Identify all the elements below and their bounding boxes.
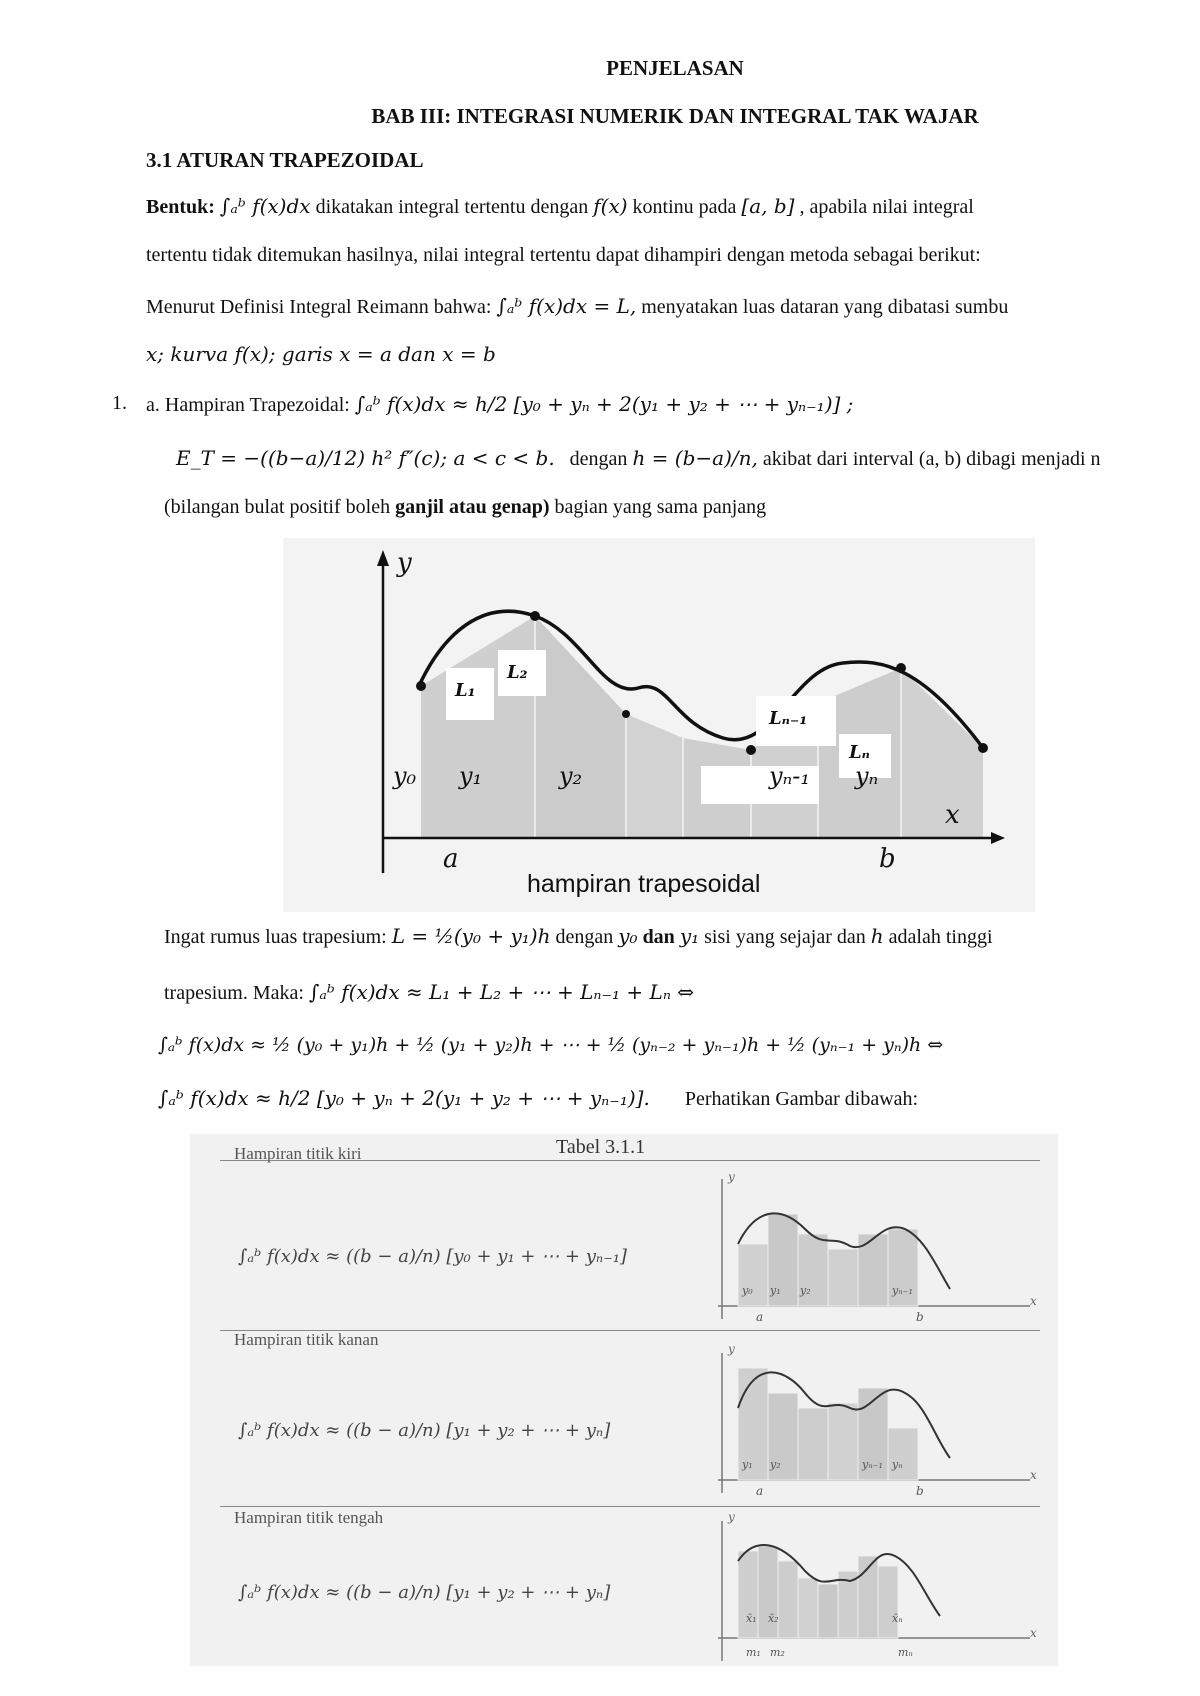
tick-label: y₁ — [770, 1284, 781, 1297]
tick-label: yₙ₋₁ — [892, 1284, 913, 1297]
tick-label: a — [756, 1484, 764, 1498]
tick-label: m₂ — [770, 1646, 785, 1659]
label-Ln: Lₙ — [849, 742, 870, 763]
text: trapesium. Maka: — [164, 982, 304, 1004]
intro-line-1 — [146, 194, 974, 219]
table-title: Tabel 3.1.1 — [556, 1136, 646, 1158]
axis-x: x — [1030, 1468, 1037, 1482]
h: h — [870, 924, 884, 948]
tick-label: mₙ — [898, 1646, 913, 1659]
tick-label: y₂ — [770, 1458, 781, 1471]
trapezium-formula: L = ½(y₀ + y₁)h — [391, 924, 551, 948]
item-number: 1. — [112, 392, 127, 414]
label-a: a — [443, 844, 459, 874]
bentuk-label: Bentuk: — [146, 196, 215, 218]
error-formula: E_T = −((b−a)/12) h² f″(c); a < c < b. — [176, 446, 555, 470]
label-Ln1: Lₙ₋₁ — [769, 708, 808, 729]
table-figure — [190, 1134, 1058, 1666]
tick-label: a — [756, 1310, 764, 1324]
tick-label: x̄ₙ — [892, 1612, 903, 1625]
text: dengan — [569, 448, 628, 470]
axis-x: x — [1030, 1626, 1037, 1640]
explain-line-1 — [164, 924, 993, 949]
explain-line-4 — [158, 1086, 918, 1111]
section-title: 3.1 ATURAN TRAPEZOIDAL — [146, 148, 424, 172]
label-L2: L₂ — [507, 662, 528, 683]
tick-label: yₙ — [892, 1458, 903, 1471]
axis-x: x — [1030, 1294, 1037, 1308]
trapezoid-diagram — [283, 538, 1035, 912]
h-definition: h = (b−a)/n, — [632, 446, 758, 470]
y1: y₁ — [679, 924, 700, 948]
text: adalah tinggi — [888, 926, 993, 948]
label-b: b — [879, 844, 896, 874]
row-formula: ∫ₐᵇ f(x)dx ≈ ((b − a)/n) [y₁ + y₂ + ⋯ + yₙ] — [238, 1420, 611, 1441]
x-axis-label: x — [945, 800, 960, 830]
tick-label: yₙ₋₁ — [862, 1458, 883, 1471]
tick-label: y₁ — [742, 1458, 753, 1471]
fx-expr: f(x) — [593, 194, 628, 218]
row-formula: ∫ₐᵇ f(x)dx ≈ ((b − a)/n) [y₀ + y₁ + ⋯ + yₙ₋₁] — [238, 1246, 627, 1267]
sum-formula: ∫ₐᵇ f(x)dx ≈ L₁ + L₂ + ⋯ + Lₙ₋₁ + Lₙ ⇔ — [308, 980, 695, 1004]
trapezoid-figure — [283, 538, 1035, 912]
mini-chart-right — [710, 1348, 1040, 1498]
row-name: Hampiran titik tengah — [234, 1508, 384, 1527]
mini-chart-middle — [710, 1516, 1040, 1666]
y-axis-label: y — [397, 548, 412, 578]
intro-line-4: x; kurva f(x); garis x = a dan x = b — [146, 342, 496, 366]
axis-y: y — [728, 1342, 735, 1356]
label-yn1: yₙ-₁ — [769, 762, 811, 790]
integral-expr: ∫ₐᵇ f(x)dx — [219, 194, 311, 218]
explain-line-3: ∫ₐᵇ f(x)dx ≈ ½ (y₀ + y₁)h + ½ (y₁ + y₂)h + ⋯ + ½ (yₙ₋₂ + yₙ₋₁)h + ½ (yₙ₋₁ + yₙ)h ⇔ — [158, 1034, 944, 1056]
text: dengan — [555, 926, 614, 948]
label-y2: y₂ — [559, 762, 583, 790]
text: dikatakan integral tertentu dengan — [315, 196, 589, 218]
tick-label: y₂ — [800, 1284, 811, 1297]
item1-line-2 — [176, 446, 1101, 471]
interval-expr: [a, b] — [741, 194, 795, 218]
mini-chart-left — [710, 1174, 1040, 1324]
tick-label: b — [916, 1310, 924, 1324]
tick-label: b — [916, 1484, 924, 1498]
text: a. Hampiran Trapezoidal: — [146, 394, 350, 416]
text: (bilangan bulat positif boleh — [164, 496, 391, 518]
intro-line-2: tertentu tidak ditemukan hasilnya, nilai integral tertentu dapat dihampiri dengan metoda sebagai berikut: — [146, 244, 981, 266]
text: Menurut Definisi Integral Reimann bahwa: — [146, 296, 492, 318]
text-bold: ganjil atau genap) — [395, 496, 550, 518]
figure-caption: hampiran trapesoidal — [527, 870, 761, 898]
final-formula: ∫ₐᵇ f(x)dx ≈ h/2 [y₀ + yₙ + 2(y₁ + y₂ + ⋯ + yₙ₋₁)]. — [158, 1086, 650, 1110]
axis-y: y — [728, 1170, 735, 1184]
tick-label: x̄₂ — [768, 1612, 779, 1625]
text: Perhatikan Gambar dibawah: — [684, 1088, 919, 1110]
label-yn: yₙ — [855, 762, 879, 790]
row-name: Hampiran titik kanan — [234, 1330, 379, 1349]
row-formula: ∫ₐᵇ f(x)dx ≈ ((b − a)/n) [y₁ + y₂ + ⋯ + yₙ] — [238, 1582, 611, 1603]
text: menyatakan luas dataran yang dibatasi sumbu — [641, 296, 1009, 318]
chapter-title: BAB III: INTEGRASI NUMERIK DAN INTEGRAL TAK WAJAR — [371, 104, 979, 128]
tick-label: x̄₁ — [746, 1612, 757, 1625]
text: bagian yang sama panjang — [554, 496, 767, 518]
text: akibat dari interval (a, b) dibagi menjadi n — [762, 448, 1101, 470]
trapezoid-formula: ∫ₐᵇ f(x)dx ≈ h/2 [y₀ + yₙ + 2(y₁ + y₂ + ⋯ + yₙ₋₁)] ; — [354, 392, 854, 416]
tick-label: y₀ — [742, 1284, 753, 1297]
text: , apabila nilai integral — [799, 196, 974, 218]
label-L1: L₁ — [455, 680, 476, 701]
page-title: PENJELASAN — [606, 56, 744, 80]
axis-y: y — [728, 1510, 735, 1524]
text-bold: dan — [642, 926, 675, 948]
label-y0: y₀ — [393, 762, 417, 790]
text: sisi yang sejajar dan — [704, 926, 866, 948]
row-name: Hampiran titik kiri — [234, 1144, 362, 1163]
integral-eq: ∫ₐᵇ f(x)dx = L, — [496, 294, 637, 318]
text: kontinu pada — [632, 196, 737, 218]
intro-line-3 — [146, 294, 1008, 319]
explain-line-2 — [164, 980, 694, 1005]
item1-line-3 — [164, 496, 766, 519]
y0: y₀ — [618, 924, 638, 948]
tick-label: m₁ — [746, 1646, 761, 1659]
text: Ingat rumus luas trapesium: — [164, 926, 387, 948]
label-y1: y₁ — [459, 762, 483, 790]
item1-line-1 — [146, 392, 853, 417]
